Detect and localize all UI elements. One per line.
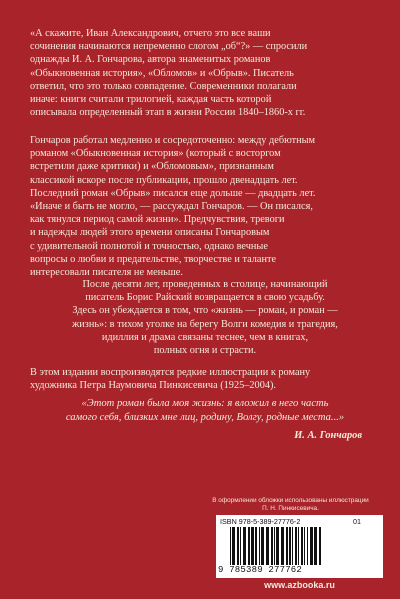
- isbn-label: ISBN 978-5-389-27776-2: [220, 517, 301, 526]
- publisher-url: www.azbooka.ru: [264, 580, 335, 590]
- work-paragraph: Гончаров работал медленно и сосредоточенно: между дебютным романом «Обыкновенная история» (который с восторгом встретили даже критики) и «Обломовым», признанным классикой вскоре после публикации, прошло двенадцать лет. Последний роман «Обрыв» писался еще дольше — двадцать лет. «Иначе и быть не могло, — рассуждал Гончаров. — Он писался, как тянулся период самой жизни». Предчувствия, тревоги и надежды людей этого времени описаны Гончаровым с удивительной полнотой и точностью, однако вечные вопросы о любви и предательстве, творчестве и таланте интересовали писателя не меньше.: [30, 135, 316, 279]
- quote-author: И. А. Гончаров: [294, 430, 362, 441]
- issue-number: 01: [353, 517, 361, 526]
- intro-paragraph: «А скажите, Иван Александрович, отчего это все ваши сочинения начинаются непременно слогом „об“?» — спросили однажды И. А. Гончарова, автора знаменитых романов «Обыкновенная история», «Обломов» и «Обрыв». Писатель ответил, что это только совпадение. Современники полагали иначе: книги считали трилогией, каждая часть которой описывала определенный этап в жизни России 1840–1860-х гг.: [30, 28, 308, 119]
- barcode-panel: [216, 515, 383, 578]
- plot-paragraph: После десяти лет, проведенных в столице, начинающий писатель Борис Райский возвращается в свою усадьбу. Здесь он убеждается в том, что «жизнь — роман, и роман — жизнь»: в тихом уголке на берегу Волги комедия и трагедия, идиллия и драма связаны теснее, чем в книгах, полных огня и страсти.: [72, 279, 338, 357]
- edition-paragraph: В этом издании воспроизводятся редкие иллюстрации к роману художника Петра Наумовича Пинкисевича (1925–2004).: [30, 367, 311, 392]
- epigraph-quote: «Этот роман была моя жизнь: я вложил в него часть самого себя, близких мне лиц, родину, Волгу, родные места...»: [65, 398, 345, 423]
- barcode-icon: [228, 527, 358, 565]
- illustration-credit: В оформлении обложки использованы иллюстрации П. Н. Пинкисевича.: [212, 497, 369, 513]
- barcode-digits: 9 785389 277762: [218, 565, 303, 575]
